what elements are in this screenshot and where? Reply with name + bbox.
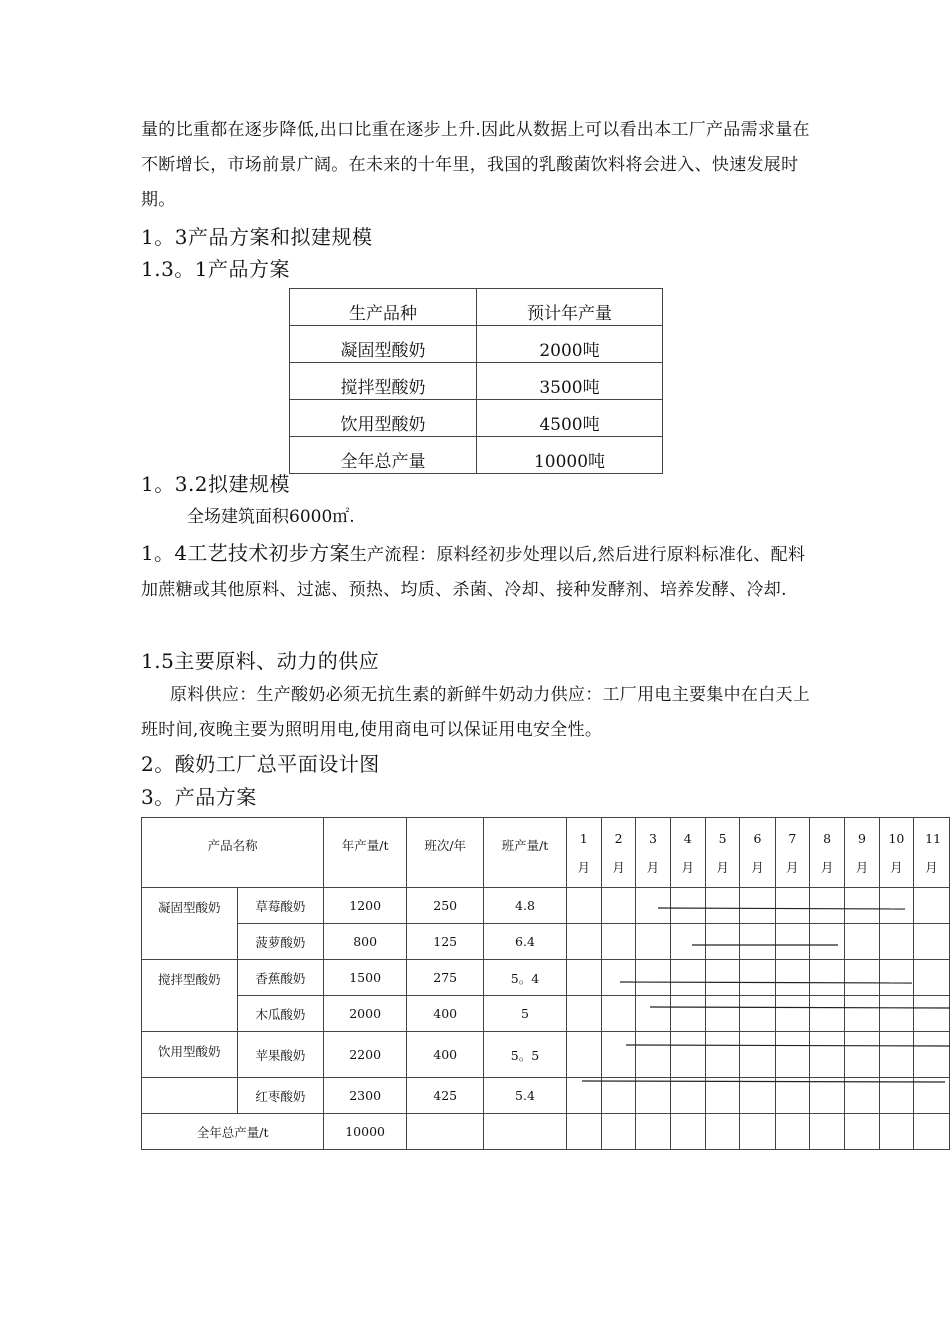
table-row [142, 1032, 950, 1078]
annual-cell: 1500 [324, 960, 407, 996]
table-row [142, 888, 950, 924]
table-cell: 饮用型酸奶 [290, 400, 477, 437]
heading-1-3: 1。3产品方案和拟建规模 [141, 225, 373, 249]
table-row [290, 400, 663, 437]
month-number: 5 [718, 830, 727, 846]
month-number: 7 [788, 830, 797, 846]
month-header [601, 818, 635, 888]
total-label: 全年总产量/t [142, 1114, 324, 1150]
annual-cell: 2200 [324, 1032, 407, 1078]
month-unit: 月 [890, 859, 903, 875]
table-cell: 全年总产量 [290, 437, 477, 474]
month-number: 11 [925, 830, 942, 846]
shift-output-cell: 6.4 [484, 924, 566, 960]
total-value: 10000 [324, 1114, 407, 1150]
product-cell: 苹果酸奶 [237, 1032, 324, 1078]
month-header [566, 818, 601, 888]
month-unit: 月 [820, 859, 834, 875]
annual-cell: 800 [324, 924, 407, 960]
shifts-cell: 425 [406, 1078, 483, 1114]
product-cell: 香蕉酸奶 [237, 960, 324, 996]
heading-3: 3。产品方案 [141, 785, 257, 809]
table-row [142, 960, 950, 996]
table-cell: 2000吨 [477, 326, 663, 363]
month-header [914, 818, 950, 888]
schedule-header-row [142, 818, 950, 888]
month-unit: 月 [786, 859, 799, 875]
heading-1-3-1: 1.3。1产品方案 [141, 257, 291, 281]
process-paragraph [141, 536, 816, 608]
shift-output-cell: 4.8 [484, 888, 566, 924]
month-number: 1 [579, 830, 588, 846]
shift-output-cell: 5。4 [484, 960, 566, 996]
table-header: 生产品种 [290, 289, 477, 326]
month-number: 3 [648, 830, 657, 846]
table-cell: 4500吨 [477, 400, 663, 437]
heading-1-3-2: 1。3.2拟建规模 [141, 472, 291, 496]
product-cell: 红枣酸奶 [237, 1078, 324, 1114]
month-number: 6 [753, 830, 762, 846]
table-row [290, 437, 663, 474]
heading-1-5: 1.5主要原料、动力的供应 [141, 649, 380, 673]
heading-2: 2。酸奶工厂总平面设计图 [141, 752, 380, 776]
product-cell: 菠萝酸奶 [237, 924, 324, 960]
shifts-cell: 125 [406, 924, 483, 960]
month-header [809, 818, 844, 888]
month-unit: 月 [646, 859, 660, 875]
annual-cell: 2300 [324, 1078, 407, 1114]
shifts-cell: 275 [406, 960, 483, 996]
table-cell: 10000吨 [477, 437, 663, 474]
month-header [670, 818, 705, 888]
table-cell: 凝固型酸奶 [290, 326, 477, 363]
scale-text: 全场建筑面积6000㎡. [187, 507, 355, 527]
month-unit: 月 [612, 859, 625, 875]
shift-output-cell: 5。5 [484, 1032, 566, 1078]
table-row [142, 1078, 950, 1114]
month-unit: 月 [855, 859, 869, 875]
annual-cell: 2000 [324, 996, 407, 1032]
shift-output-cell: 5.4 [484, 1078, 566, 1114]
header-product-name: 产品名称 [142, 818, 324, 888]
table-cell: 搅拌型酸奶 [290, 363, 477, 400]
month-unit: 月 [751, 859, 764, 875]
header-annual-output: 年产量/t [324, 818, 407, 888]
table-header: 预计年产量 [477, 289, 663, 326]
table-cell: 3500吨 [477, 363, 663, 400]
month-unit: 月 [716, 859, 729, 875]
supply-paragraph: 原料供应：生产酸奶必须无抗生素的新鲜牛奶动力供应：工厂用电主要集中在白天上班时间,夜晚主要为照明用电,使用商电可以保证用电安全性。 [141, 685, 811, 740]
group-label: 凝固型酸奶 [142, 888, 238, 960]
month-number: 4 [683, 830, 692, 846]
month-header [740, 818, 775, 888]
shifts-cell: 400 [406, 1032, 483, 1078]
month-header [879, 818, 913, 888]
group-label: 搅拌型酸奶 [142, 960, 238, 1032]
table-total-row [142, 1114, 950, 1150]
header-shifts: 班次/年 [406, 818, 483, 888]
product-plan-table [289, 288, 663, 474]
month-number: 8 [823, 830, 832, 846]
month-header [636, 818, 670, 888]
shifts-cell: 250 [406, 888, 483, 924]
shift-output-cell: 5 [484, 996, 566, 1032]
table-row [290, 326, 663, 363]
header-shift-output: 班产量/t [484, 818, 566, 888]
month-unit: 月 [681, 859, 695, 875]
product-cell: 草莓酸奶 [237, 888, 324, 924]
annual-cell: 1200 [324, 888, 407, 924]
month-header [705, 818, 739, 888]
table-row [142, 996, 950, 1032]
group-empty-cell [142, 1078, 238, 1114]
month-number: 2 [614, 830, 623, 846]
table-header-row [290, 289, 663, 326]
month-header [775, 818, 809, 888]
table-row [290, 363, 663, 400]
heading-1-4: 1。4工艺技术初步方案 [141, 541, 350, 565]
product-cell: 木瓜酸奶 [237, 996, 324, 1032]
table-row [142, 924, 950, 960]
month-unit: 月 [925, 859, 938, 875]
production-schedule-table [141, 817, 950, 1150]
month-unit: 月 [577, 859, 590, 875]
group-label: 饮用型酸奶 [142, 1032, 238, 1078]
process-text: 生产流程：原料经初步处理以后,然后进行原料标准化、配料加蔗糖或其他原料、过滤、预热、均质、杀菌、冷却、接种发酵剂、培养发酵、冷却. [141, 545, 806, 600]
month-number: 9 [858, 830, 866, 846]
intro-paragraph: 量的比重都在逐步降低,出口比重在逐步上升.因此从数据上可以看出本工厂产品需求量在不断增长，市场前景广阔。在未来的十年里，我国的乳酸菌饮料将会进入、快速发展时期。 [141, 120, 810, 210]
shifts-cell: 400 [406, 996, 483, 1032]
month-header [845, 818, 879, 888]
month-number: 10 [888, 830, 905, 846]
